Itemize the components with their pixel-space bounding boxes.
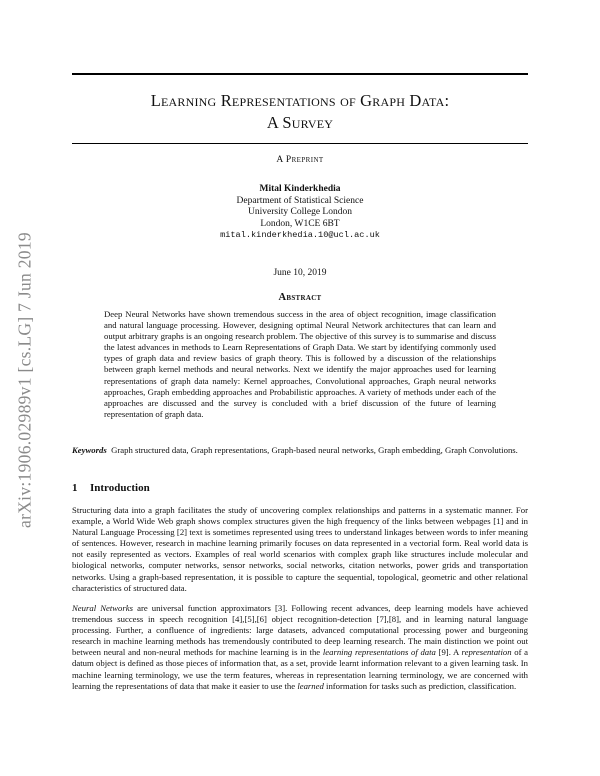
term-learned: learned [297, 680, 324, 691]
abstract-text: Deep Neural Networks have shown tremendous success in the area of object recognition, image classification and natural language processing. However, designing optimal Neural Network architectures that can learn and output arbitrary graphs is an ongoing research problem. The objective of this survey is to summarise and discuss the latest advances in methods to Learn Representations of Graph Data. We start by identifying commonly used types of graph data and review basics of graph theory. This is followed by a discussion of the relationships between graph kernel methods and neural networks. Next we identify the major approaches used for learning representations of graph data namely: Kernel approaches, Convolutional approaches, Graph neural networks approaches, Graph embedding approaches and Probabilistic approaches. A variety of methods under each of the approaches are discussed and the survey is concluded with a brief discussion of the future of learning representation of graph data. [104, 309, 496, 419]
author-department: Department of Statistical Science [236, 195, 364, 206]
title-line-2: A Survey [266, 113, 334, 132]
section-title: Introduction [90, 482, 150, 494]
para2-text-4: information for tasks such as prediction, classification. [323, 680, 517, 691]
paper-title [72, 90, 528, 134]
intro-paragraph-1: Structuring data into a graph facilitates the study of uncovering complex relationships and patterns in a systematic manner. For example, a World Wide Web graph shows complex structures given the high frequency of the links between webpages [1] and in Natural Language Processing [2] text is sometimes represented using trees to understand linkages between words to infer meaning of sentences. However, research in machine learning primarily focuses on data represented in a vectorial form. Real world data is not easily represented as vectors. Examples of real world scenarios with complex graph like structures include molecular and biological networks, computer networks, sensor networks, social networks, citation networks, power grids and transportation networks. Using a graph-based representation, it is possible to capture the sequential, topological, geometric and other relational characteristics of structured data. [72, 505, 528, 593]
title-top-rule [72, 73, 528, 75]
arxiv-stamp: arXiv:1906.02989v1 [cs.LG] 7 Jun 2019 [14, 232, 35, 528]
para2-text-1: are universal function approximators [3]. Following recent advances, deep learning models have achieved tremendous success in speech recognition [4],[5],[6] object recognition-detection [7],[8], and in learning natural language processing. Further, a confluence of ingredients: large datasets, advanced computational processing power and burgeoning research in machine learning methods has tremendously contributed to deep learning research. The main distinction we point out between neural and non-neural methods for machine learning is in the [72, 603, 529, 658]
para2-text-2: [9]. A [435, 647, 462, 658]
abstract-heading: Abstract [278, 292, 322, 303]
keywords [72, 445, 528, 456]
section-number: 1 [72, 482, 78, 494]
preprint-label: A Preprint [276, 155, 324, 165]
intro-paragraph-2 [72, 603, 528, 692]
author-name: Mital Kinderkhedia [259, 184, 341, 194]
author-address: London, W1CE 6BT [260, 218, 340, 229]
term-learning-representations: learning representations of data [322, 647, 436, 658]
author-email[interactable]: mital.kinderkhedia.10@ucl.ac.uk [220, 230, 380, 241]
keywords-label: Keywords [72, 445, 107, 455]
title-bottom-rule [72, 143, 528, 144]
section-heading-introduction [72, 482, 528, 494]
arxiv-stamp-container [8, 200, 42, 560]
title-line-1: Learning Representations of Graph Data: [150, 91, 450, 110]
author-block [72, 184, 528, 242]
para2-text-3: of a datum object is defined as those pieces of information that, as a set, provide learnt information relevant to a given learning task. In machine learning terminology, we use the term features, whereas in representation learning terminology, we are concerned with learning the representations of data that make it easier to use the [72, 647, 528, 691]
author-university: University College London [248, 207, 352, 218]
term-representation: representation [461, 647, 512, 658]
term-neural-networks: Neural Networks [72, 603, 134, 613]
paper-date: June 10, 2019 [273, 268, 327, 278]
keywords-text: Graph structured data, Graph representations, Graph-based neural networks, Graph embedding, Graph Convolutions. [111, 445, 518, 455]
